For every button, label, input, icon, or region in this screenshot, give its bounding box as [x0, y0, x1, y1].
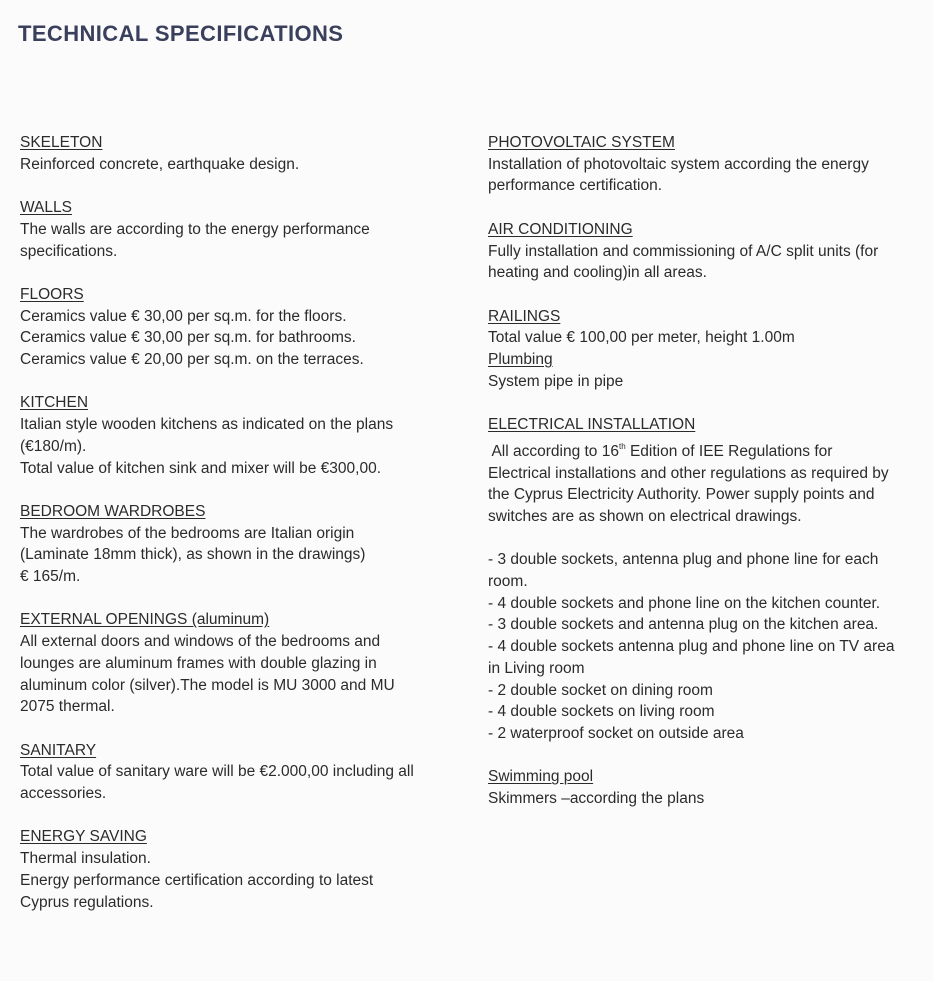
section-wardrobes	[20, 501, 450, 588]
section-heading: BEDROOM WARDROBES	[20, 502, 206, 520]
section-kitchen	[20, 392, 450, 479]
list-item: - 4 double sockets on living room	[488, 703, 715, 721]
list-item: - 3 double sockets and antenna plug on the kitchen area.	[488, 616, 879, 634]
section-text: All external doors and windows of the bedrooms and	[20, 633, 381, 651]
list-item: - 4 double sockets and phone line on the kitchen counter.	[488, 594, 881, 612]
list-item: room.	[488, 573, 528, 590]
section-text: accessories.	[20, 785, 107, 802]
section-heading: SKELETON	[20, 134, 103, 151]
section-text: Ceramics value € 30,00 per sq.m. for bathrooms.	[20, 329, 356, 347]
section-text: performance certification.	[488, 177, 663, 195]
section-heading: SANITARY	[20, 741, 97, 759]
section-sanitary	[20, 740, 450, 805]
list-item: - 3 double sockets, antenna plug and phone line for each	[488, 551, 879, 569]
section-heading: ENERGY SAVING	[20, 828, 147, 846]
section-heading: Swimming pool	[488, 768, 594, 786]
section-heading: AIR CONDITIONING	[488, 220, 633, 238]
section-energy-saving	[20, 826, 450, 913]
section-walls	[20, 197, 450, 262]
section-photovoltaic	[488, 132, 913, 197]
section-text: The walls are according to the energy performance	[20, 220, 370, 238]
left-column	[20, 132, 450, 913]
electrical-intro-prefix: All according to 16	[488, 442, 619, 460]
section-heading: PHOTOVOLTAIC SYSTEM	[488, 134, 675, 151]
section-text: Electrical installations and other regulations as required by	[488, 464, 889, 482]
section-text: Total value of sanitary ware will be €2.000,00 including all	[20, 763, 414, 781]
section-railings	[488, 306, 913, 349]
section-air-conditioning	[488, 219, 913, 284]
section-heading: ELECTRICAL INSTALLATION	[488, 416, 696, 434]
section-text: switches are as shown on electrical drawings.	[488, 507, 802, 525]
list-item: - 2 waterproof socket on outside area	[488, 724, 744, 742]
electrical-intro-suffix: Edition of IEE Regulations for	[625, 442, 833, 460]
section-floors	[20, 284, 450, 371]
section-text: Fully installation and commissioning of A/C split units (for	[488, 242, 879, 260]
section-text: Total value € 100,00 per meter, height 1.00m	[488, 329, 795, 347]
section-text: specifications.	[20, 242, 118, 260]
section-text: heating and cooling)in all areas.	[488, 264, 707, 282]
section-text: Cyprus regulations.	[20, 893, 154, 911]
spacer	[488, 528, 913, 550]
section-heading: Plumbing	[488, 351, 553, 368]
section-text: (Laminate 18mm thick), as shown in the drawings)	[20, 546, 366, 564]
section-text: Total value of kitchen sink and mixer will be €300,00.	[20, 459, 382, 477]
section-text: 2075 thermal.	[20, 698, 115, 716]
section-heading: KITCHEN	[20, 394, 89, 412]
section-text: the Cyprus Electricity Authority. Power supply points and	[488, 486, 875, 504]
section-text: lounges are aluminum frames with double glazing in	[20, 654, 377, 672]
section-text: Italian style wooden kitchens as indicated on the plans	[20, 416, 394, 434]
section-text: Ceramics value € 30,00 per sq.m. for the floors.	[20, 307, 347, 325]
section-electrical	[488, 414, 913, 745]
section-text: Reinforced concrete, earthquake design.	[20, 155, 300, 173]
section-text: System pipe in pipe	[488, 372, 624, 390]
section-text: The wardrobes of the bedrooms are Italian origin	[20, 524, 355, 542]
section-heading: FLOORS	[20, 285, 84, 303]
section-heading: RAILINGS	[488, 307, 561, 325]
section-heading: EXTERNAL OPENINGS (aluminum)	[20, 611, 270, 629]
section-text: Installation of photovoltaic system according the energy	[488, 155, 869, 173]
section-text: Skimmers –according the plans	[488, 790, 705, 808]
list-item: - 4 double sockets antenna plug and phone line on TV area	[488, 638, 895, 656]
section-external-openings	[20, 609, 450, 718]
section-text: Energy performance certification according to latest	[20, 871, 374, 889]
section-text: Thermal insulation.	[20, 850, 151, 868]
section-text: Ceramics value € 20,00 per sq.m. on the terraces.	[20, 351, 364, 368]
section-text: aluminum color (silver).The model is MU 3000 and MU	[20, 676, 395, 694]
section-text: € 165/m.	[20, 568, 81, 585]
section-swimming-pool	[488, 766, 913, 809]
right-column	[488, 132, 913, 810]
section-text	[488, 436, 913, 463]
page-title: TECHNICAL SPECIFICATIONS	[18, 21, 344, 46]
section-plumbing	[488, 349, 913, 392]
section-skeleton	[20, 132, 450, 175]
section-heading: WALLS	[20, 199, 72, 217]
section-text: (€180/m).	[20, 437, 87, 455]
ordinal-suffix: th	[618, 441, 626, 451]
list-item: in Living room	[488, 659, 585, 677]
list-item: - 2 double socket on dining room	[488, 681, 713, 699]
